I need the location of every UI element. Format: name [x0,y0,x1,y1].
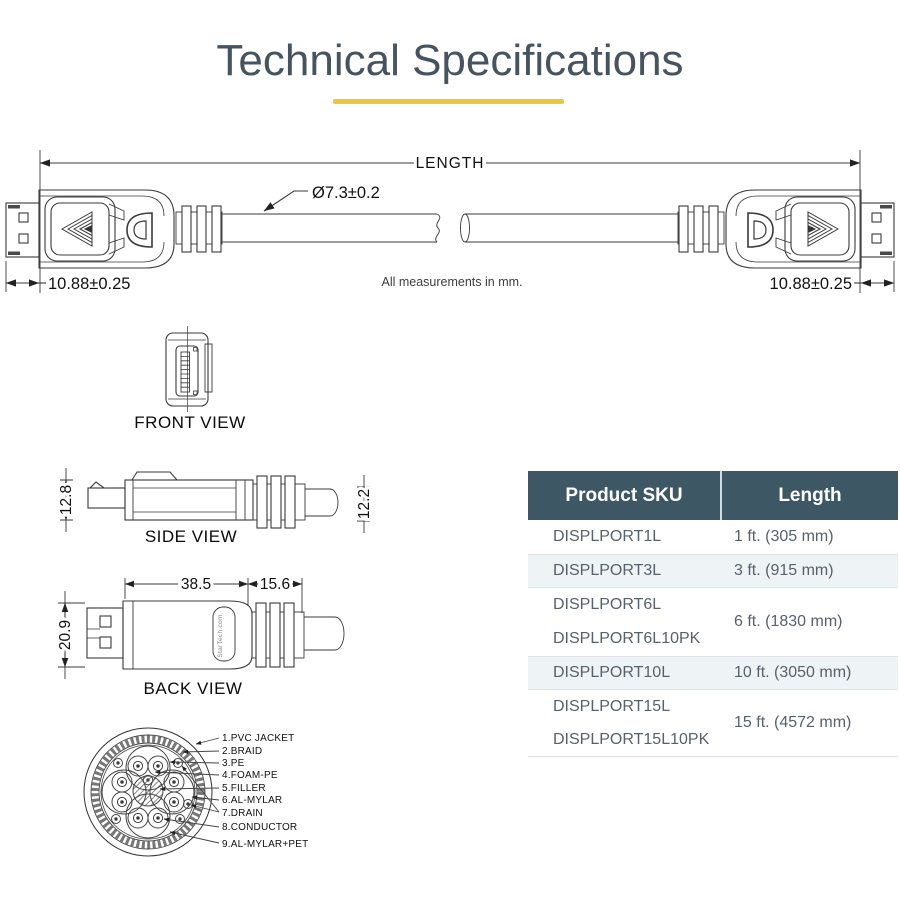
right-plug-dim-label: 10.88±0.25 [769,275,852,293]
back-relief-dim-label: 15.6 [259,576,291,593]
filler-core [133,776,163,806]
sku-value: DISPLPORT6L [553,596,662,613]
col-header-length: Length [720,471,898,520]
length-value: 6 ft. (1830 mm) [734,613,843,630]
back-height-dim-label: 20.9 [57,619,74,651]
back-view-drawing [40,565,385,680]
cross-section-labels [222,733,308,850]
sku-value: DISPLPORT3L [553,562,662,579]
displayport-d-logo [127,213,152,247]
brand-text: StarTech.com [217,614,224,658]
xs-label-pvc-jacket: 1.PVC JACKET [222,733,295,744]
col-header-product-sku: Product SKU [565,484,683,506]
side-right-dim-label: 12.2 [356,488,373,520]
xs-label-braid: 2.BRAID [222,746,263,757]
table-row [528,588,898,657]
displayport-connector-left [6,190,222,268]
spec-table-header [528,471,898,520]
back-top-dim-label: 38.5 [180,576,212,593]
length-dim-label: LENGTH [415,155,485,172]
displayport-triangle-icon [62,212,92,246]
xs-label-pe: 3.PE [222,758,245,769]
length-value: 3 ft. (915 mm) [734,562,834,579]
xs-label-filler: 5.FILLER [222,783,266,794]
measurement-note: All measurements in mm. [381,275,523,289]
length-value: 10 ft. (3050 mm) [734,664,852,681]
sku-value: DISPLPORT15L [553,697,671,715]
table-row [528,690,898,757]
length-value: 15 ft. (4572 mm) [734,714,852,731]
xs-label-al-mylar: 6.AL-MYLAR [222,795,283,806]
sku-value: DISPLPORT1L [553,528,662,545]
xs-label-conductor: 8.CONDUCTOR [222,822,298,833]
left-plug-dim-label: 10.88±0.25 [48,275,131,293]
page-title: Technical Specifications [216,36,684,85]
xs-label-al-mylar-pet: 9.AL-MYLAR+PET [222,839,309,850]
table-row [528,657,898,690]
sku-value: DISPLPORT15L10PK [553,730,710,748]
side-left-dim-label: 12.8 [58,484,75,516]
table-row [528,520,898,555]
xs-label-foam-pe: 4.FOAM-PE [222,770,278,781]
xs-label-drain: 7.DRAIN [222,808,263,819]
length-value: 1 ft. (305 mm) [734,528,834,545]
cross-section-drawing [55,695,335,890]
diameter-dim-label: Ø7.3±0.2 [312,184,380,202]
front-view-drawing [130,320,260,420]
side-view-label: SIDE VIEW [144,527,238,546]
spec-table [528,471,898,757]
title-accent-divider [333,99,564,104]
sku-value: DISPLPORT10L [553,664,671,681]
sku-value: DISPLPORT6L10PK [553,630,701,647]
table-row [528,555,898,588]
front-view-label: FRONT VIEW [134,413,246,432]
back-view-label: BACK VIEW [143,679,243,698]
